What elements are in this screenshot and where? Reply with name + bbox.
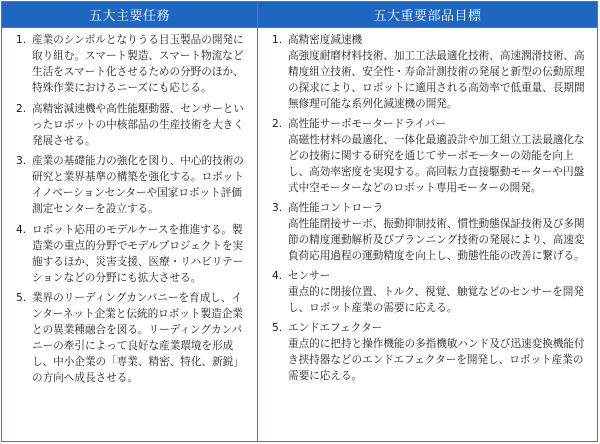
list-item [272, 32, 591, 112]
right-column [258, 2, 597, 441]
item-number: 4. [272, 270, 283, 282]
item-description: 高強度耐磨材料技術、加工工法最適化技術、高速潤滑技術、高精度組立技術、安全性・寿命計測技術の発展と新型の伝動原理の探求により、ロボットに適用される高効率で低重量、長期間無修理可能な系列化減速機の開発。 [288, 50, 585, 110]
list-item [16, 101, 251, 149]
item-number: 2. [16, 102, 27, 115]
list-item [272, 116, 591, 196]
item-title: 高精密度減速機 [288, 34, 363, 46]
item-title: エンドエフェクター [288, 322, 383, 334]
item-text: 産業の基礎能力の強化を図り、中心的技術の研究と業界基準の構築を強化する。ロボットイノベーションセンターや国家ロボット評価測定センターを設立する。 [32, 155, 244, 215]
item-number: 1. [16, 34, 27, 46]
list-item [16, 153, 251, 217]
item-description: 重点的に閉接位置、トルク、視覚、触覚などのセンサーを開発し、ロボット産業の需要に応える。 [288, 286, 584, 314]
item-description: 高磁性材料の最適化、一体化最適設計や加工組立工法最適化などの技術に関する研究を通じてサーボモーターの効能を向上し、高効率密度を実現する。高回転力直接駆動モーターや円盤式中空モーターなどのロボット専用モーターの開発。 [288, 134, 585, 194]
goals-table [1, 1, 598, 442]
left-header: 五大主要任務 [2, 2, 257, 28]
list-item [16, 290, 251, 386]
item-description: 高性能閉接サーボ、振動抑制技術、慣性動態保証技術及び多関節の精度運動解析及びプランニング技術の発展により、高速変負荷応用過程の運動精度を向上し、動態性能の改善に繋げる。 [288, 218, 585, 262]
item-title: 高性能コントローラ [288, 202, 384, 214]
item-number: 3. [16, 155, 27, 167]
item-description: 重点的に把持と操作機能の多指機敏ハンド及び迅速変換機能付き挟持器などのエンドエフェクターを開発し、ロボット産業の需要に応える。 [288, 338, 585, 382]
list-item [272, 320, 591, 384]
list-item [16, 32, 251, 96]
item-title: センサー [288, 270, 331, 282]
item-text: 産業のシンボルとなりうる目玉製品の開発に取り組む。スマート製造、スマート物流など生活をスマート化させるための分野のほか、特殊作業におけるニーズにも応じる。 [32, 34, 244, 94]
item-number: 3. [272, 202, 283, 214]
list-item [272, 268, 591, 316]
list-item [16, 222, 251, 286]
list-item [272, 200, 591, 264]
item-number: 4. [16, 223, 27, 236]
item-number: 2. [272, 118, 283, 130]
item-number: 5. [272, 322, 283, 334]
item-number: 5. [16, 292, 27, 304]
left-list [2, 28, 257, 441]
right-header: 五大重要部品目標 [258, 2, 597, 28]
item-title: 高性能サーボモータードライバー [288, 118, 446, 130]
item-text: 高精密減速機や高性能駆動器、センサーといったロボットの中核部品の生産技術を大きく発展させる。 [32, 102, 244, 147]
item-number: 1. [272, 34, 283, 46]
right-list [258, 28, 597, 441]
item-text: ロボット応用のモデルケースを推進する。製造業の重点的分野でモデルプロジェクトを実施するほか、災害支援、医療・リハビリテーションなどの分野にも拡大させる。 [32, 223, 244, 284]
left-column [2, 2, 258, 441]
item-text: 業界のリーディングカンパニーを育成し、インターネット企業と伝統的ロボット製造企業との異業種融合を図る。リーディングカンパニーの牽引によって良好な産業環境を形成し、中小企業の「専業、精密、特化、新鋭」の方向へ成長させる。 [32, 292, 244, 384]
